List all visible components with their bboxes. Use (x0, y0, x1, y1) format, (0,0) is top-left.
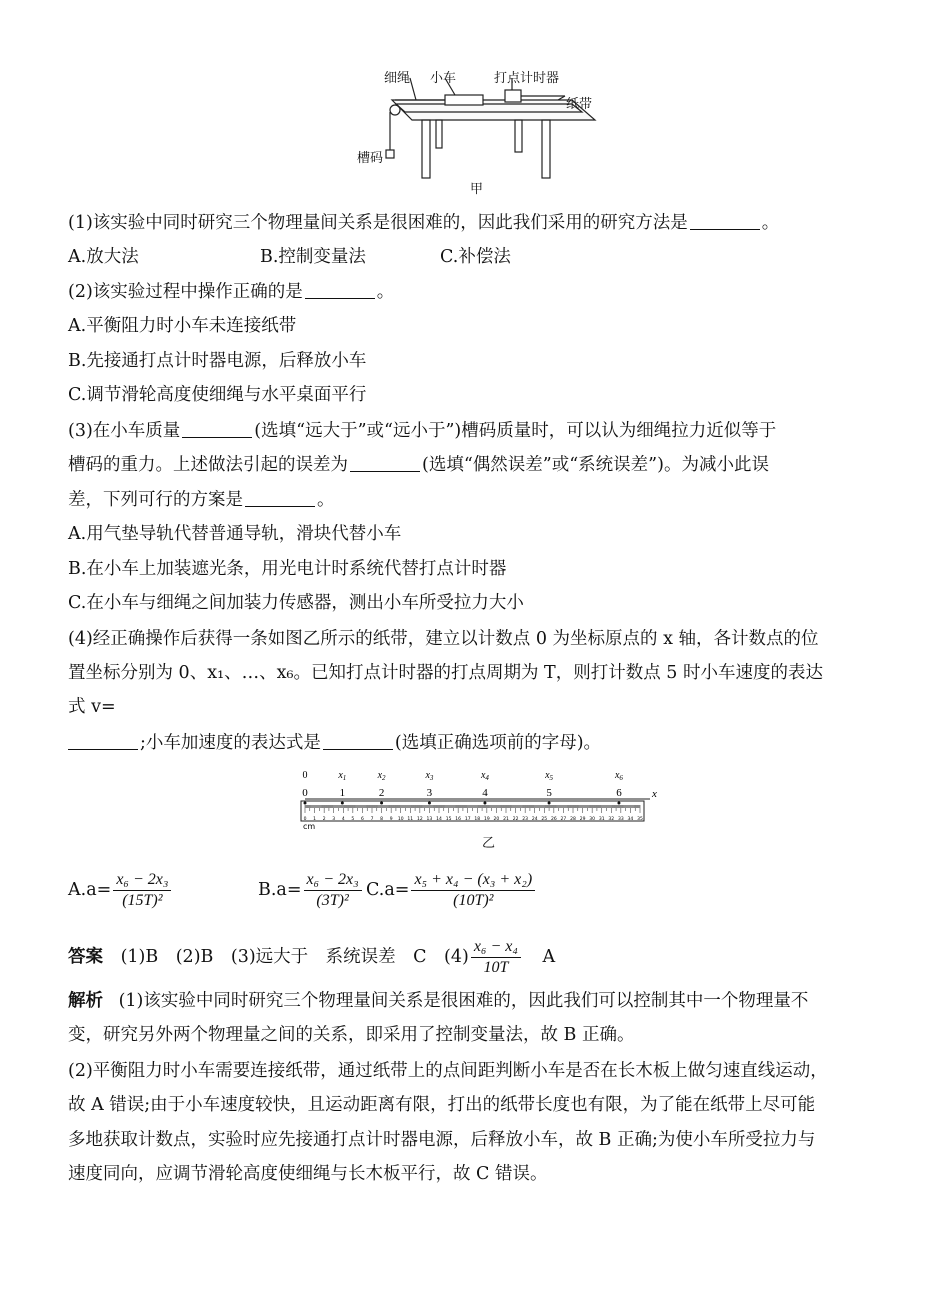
point-label: $x_5$ (545, 770, 554, 782)
answer-line: 答案 (1)B (2)B (3)远大于 系统误差 C (4) $\frac{\text{x₆ − x₄}}{10T}$ A (68, 938, 556, 976)
ruler-tick-label: 29 (579, 817, 586, 822)
counting-point (380, 802, 383, 805)
point-label: 0 (302, 770, 308, 781)
ruler-tick-label: 18 (474, 817, 481, 822)
q2-opt-a: A.平衡阻力时小车未连接纸带 (68, 316, 297, 336)
fraction: $\frac{\text{x₆ − 2x₃}}{\text{(15T)²}}$ (113, 870, 171, 911)
label-tape: 纸带 (566, 97, 593, 112)
q3-opt-c: C.在小车与细绳之间加装力传感器，测出小车所受拉力大小 (68, 593, 524, 613)
analysis-p2-l4: 速度同向，应调节滑轮高度使细绳与长木板平行，故 C 错误。 (68, 1164, 548, 1184)
q4-line-4: ;小车加速度的表达式是 (选填正确选项前的字母)。 (68, 730, 601, 756)
counting-point (341, 802, 344, 805)
point-number: 5 (546, 787, 552, 799)
ruler-tick-label: 12 (416, 817, 423, 822)
ruler-tick-label: 11 (407, 817, 414, 822)
analysis-p2-l3: 多地获取计数点，实验时应先接通打点计时器电源，后释放小车，故 B 正确;为使小车所受拉力与 (68, 1130, 816, 1150)
point-number: 3 (426, 787, 433, 799)
ruler-tick-label: 10 (397, 817, 404, 822)
point-label: $x_2$ (377, 770, 386, 782)
answer-blank (323, 731, 393, 750)
counting-point (428, 802, 431, 805)
point-label: $x_3$ (425, 770, 434, 782)
analysis-p1-l1: 解析 (1)该实验中同时研究三个物理量间关系是很困难的，因此我们可以控制其中一个物理量不 (68, 991, 809, 1011)
q1-stem: (1)该实验中同时研究三个物理量间关系是很困难的，因此我们采用的研究方法是 。 (68, 213, 780, 233)
ruler-tick-label: 35 (637, 817, 643, 822)
choice-b: B.a= $\frac{\text{x₆ − 2x₃}}{\text{(3T)²}}$ (258, 870, 364, 911)
ruler-tick-label: 7 (370, 817, 374, 822)
ruler-tick-label: 24 (531, 817, 538, 822)
ruler-tick-label: 20 (493, 817, 500, 822)
q2-opt-b: B.先接通打点计时器电源，后释放小车 (68, 351, 367, 371)
counting-point (548, 802, 551, 805)
ruler-tick-label: 28 (570, 817, 576, 822)
figure-caption-yi: 乙 (482, 836, 496, 851)
ruler-tick-label: 5 (351, 817, 355, 822)
answer-label: 答案 (68, 947, 103, 967)
analysis-p2-l1: (2)平衡阻力时小车需要连接纸带，通过纸带上的点间距判断小车是否在长木板上做匀速直线运动， (68, 1061, 828, 1081)
q3-opt-a: A.用气垫导轨代替普通导轨，滑块代替小车 (68, 524, 402, 544)
answer-blank (182, 419, 252, 438)
answer-blank (350, 453, 420, 472)
ruler-tick-label: 27 (560, 817, 567, 822)
ruler-tick-label: 0 (303, 817, 307, 822)
point-label: $x_6$ (614, 770, 623, 782)
ruler-tick-label: 2 (322, 817, 326, 822)
q2-opt-c: C.调节滑轮高度使细绳与水平桌面平行 (68, 385, 367, 405)
point-number: 2 (378, 787, 385, 799)
ruler-tick-label: 16 (455, 817, 462, 822)
counting-point (617, 802, 620, 805)
label-weight: 槽码 (357, 151, 384, 166)
q1-opt-b: B.控制变量法 (260, 247, 366, 267)
answer-blank (690, 211, 760, 230)
ruler-tick-label: 31 (598, 817, 605, 822)
fraction: $\frac{\text{x₆ − x₄}}{10T}$ (471, 937, 521, 978)
ruler-tick-label: 30 (589, 817, 596, 822)
ruler-tick-label: 1 (313, 817, 317, 822)
fraction: $\frac{\text{x₆ − 2x₃}}{\text{(3T)²}}$ (304, 870, 362, 911)
tape-ruler-figure (290, 765, 660, 845)
counting-point (304, 802, 307, 805)
ruler-tick-label: 34 (627, 817, 634, 822)
q1-opt-a: A.放大法 (68, 247, 139, 267)
ruler-tick-label: 6 (360, 817, 364, 822)
ruler-tick-label: 32 (608, 817, 615, 822)
ruler-tick-label: 22 (512, 817, 519, 822)
q1-opt-c: C.补偿法 (440, 247, 511, 267)
q4-line-1: (4)经正确操作后获得一条如图乙所示的纸带，建立以计数点 0 为坐标原点的 x 轴，各计数点的位 (68, 629, 819, 649)
ruler-tick-label: 3 (332, 817, 336, 822)
point-number: 4 (482, 787, 488, 799)
ruler-unit: cm (303, 822, 316, 831)
answer-blank (245, 488, 315, 507)
figure-caption-jia: 甲 (470, 182, 484, 197)
analysis-p1-l2: 变，研究另外两个物理量之间的关系，即采用了控制变量法，故 B 正确。 (68, 1025, 635, 1045)
ruler-tick-label: 8 (380, 817, 384, 822)
ruler-tick-label: 15 (445, 817, 452, 822)
fraction: $\frac{\text{x₅ + x₄ − (x₃ + x₂)}}{\text{(10T)²}}$ (411, 870, 535, 911)
choice-c: C.a= $\frac{\text{x₅ + x₄ − (x₃ + x₂)}}{\text{(10T)²}}$ (366, 870, 537, 911)
ruler-tick-label: 4 (341, 817, 345, 822)
ruler-tick-label: 17 (464, 817, 471, 822)
point-number: 6 (616, 787, 622, 799)
answer-blank (305, 280, 375, 299)
point-number: 0 (302, 787, 308, 799)
point-label: $x_4$ (480, 770, 489, 782)
q3-opt-b: B.在小车上加装遮光条，用光电计时系统代替打点计时器 (68, 559, 507, 579)
ruler-tick-label: 21 (503, 817, 509, 822)
q3-line-3: 差，下列可行的方案是 。 (68, 490, 335, 510)
ruler-tick-label: 14 (436, 817, 442, 822)
ruler-tick-label: 25 (541, 817, 548, 822)
ruler-tick-label: 9 (389, 817, 393, 822)
ruler-tick-label: 23 (522, 817, 529, 822)
point-label: $x_1$ (338, 770, 347, 782)
point-number: 1 (339, 787, 346, 799)
axis-label: x (652, 788, 657, 800)
ruler-tick-label: 33 (617, 817, 624, 822)
analysis-p2-l2: 故 A 错误;由于小车速度较快，且运动距离有限，打出的纸带长度也有限，为了能在纸带上尽可能 (68, 1095, 816, 1115)
q4-line-2: 置坐标分别为 0、x₁、…、x₆。已知打点计时器的打点周期为 T，则打计数点 5 时小车速度的表达 (68, 663, 823, 683)
q2-stem: (2)该实验过程中操作正确的是 。 (68, 282, 395, 302)
q3-line-1: (3)在小车质量 (选填“远大于”或“远小于”)槽码质量时，可以认为细绳拉力近似等于 (68, 421, 777, 441)
q4-line-3: 式 v= (68, 697, 116, 717)
label-timer: 打点计时器 (494, 71, 560, 86)
counting-point (483, 802, 486, 805)
ruler-tick-label: 26 (550, 817, 557, 822)
ruler-tick-label: 13 (426, 817, 433, 822)
analysis-label: 解析 (68, 991, 103, 1011)
q3-line-2: 槽码的重力。上述做法引起的误差为 (选填“偶然误差”或“系统误差”)。为减小此误 (68, 455, 769, 475)
label-car: 小车 (430, 71, 457, 86)
choice-a: A.a= $\frac{\text{x₆ − 2x₃}}{\text{(15T)²}}$ (68, 870, 173, 911)
answer-blank (68, 731, 138, 750)
label-rope: 细绳 (384, 71, 411, 86)
ruler-tick-label: 19 (483, 817, 490, 822)
